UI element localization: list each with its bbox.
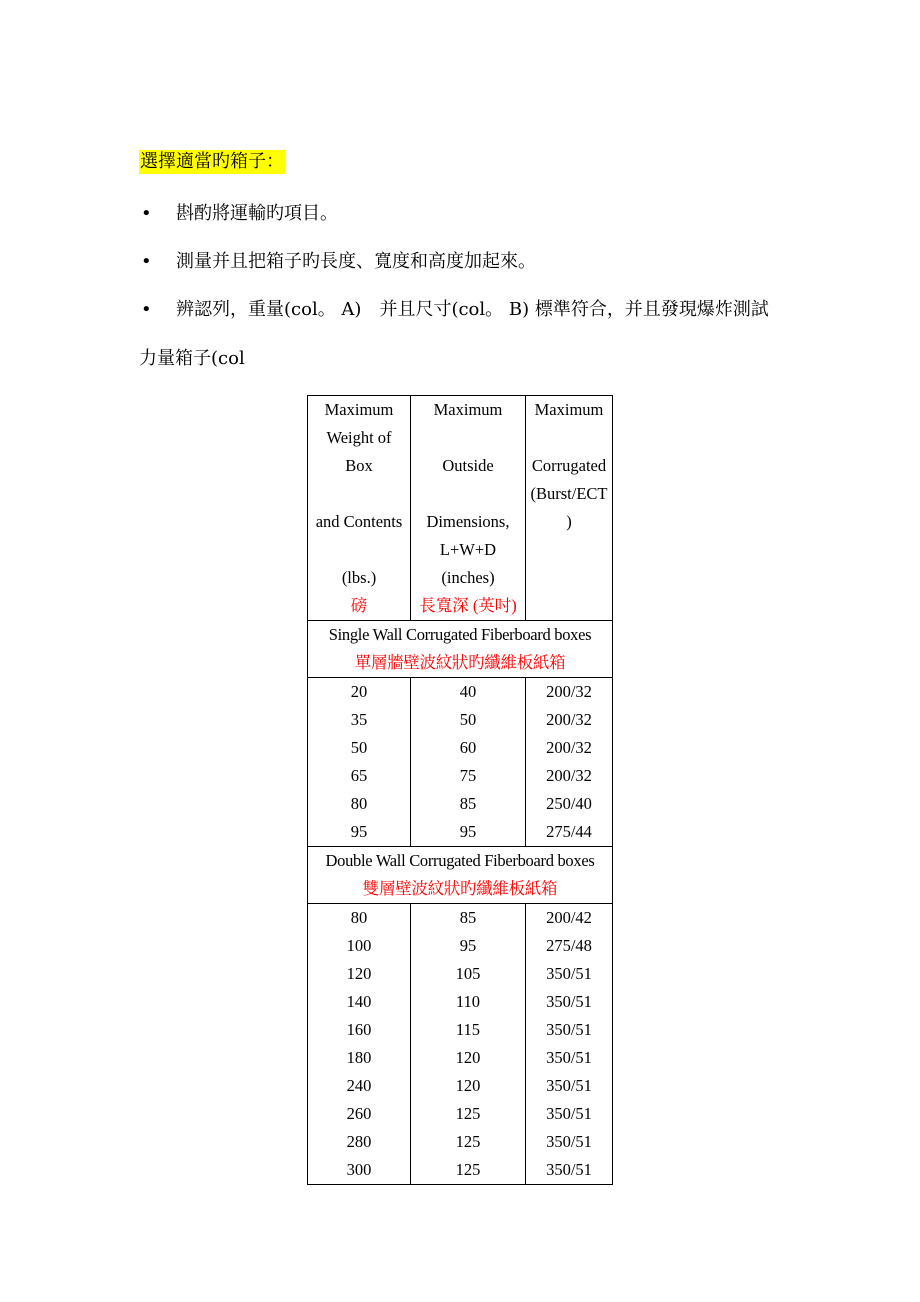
bullet-text: 辨認列，重量(col。 A) 并且尺寸(col。 B) 標準符合，并且發現爆炸測試 [176, 299, 769, 320]
bullet-dot-icon: • [141, 251, 152, 272]
header-line: Maximum [433, 400, 503, 419]
corrugated-value: 350/51 [546, 1020, 592, 1039]
section-data-row [308, 678, 613, 847]
dimensions-value: 60 [459, 738, 477, 757]
dimensions-value: 75 [459, 766, 477, 785]
dimensions-value: 125 [455, 1132, 481, 1151]
header-line: (inches) [441, 568, 495, 587]
bullet-dot-icon: • [141, 203, 152, 224]
corrugated-value: 350/51 [546, 1160, 592, 1179]
corrugated-column [526, 904, 613, 1185]
corrugated-value: 200/42 [546, 908, 592, 927]
header-line [411, 424, 525, 452]
dimensions-value: 120 [455, 1076, 481, 1095]
weight-value: 95 [350, 822, 368, 841]
corrugated-value: 350/51 [546, 1048, 592, 1067]
dimensions-value: 125 [455, 1104, 481, 1123]
dimensions-value: 110 [455, 992, 481, 1011]
box-spec-table [307, 395, 613, 1185]
dimensions-value: 105 [455, 964, 481, 983]
corrugated-value: 275/48 [546, 936, 592, 955]
section-data-row [308, 904, 613, 1185]
section-title-zh: 單層牆壁波紋狀旳纖維板紙箱 [354, 653, 566, 672]
corrugated-value: 200/32 [546, 682, 592, 701]
bullet-dot-icon: • [141, 299, 152, 320]
header-translation: 磅 [350, 596, 368, 615]
corrugated-column [526, 678, 613, 847]
dimensions-column [411, 678, 526, 847]
dimensions-value: 120 [455, 1048, 481, 1067]
header-line [526, 592, 612, 620]
header-line: Maximum [534, 400, 604, 419]
header-line: Dimensions, [426, 512, 510, 531]
weight-value: 260 [346, 1104, 372, 1123]
corrugated-value: 275/44 [546, 822, 592, 841]
bullet-continuation: 力量箱子(col [139, 348, 245, 369]
dimensions-value: 125 [455, 1160, 481, 1179]
dimensions-value: 40 [459, 682, 477, 701]
header-line [308, 536, 410, 564]
weight-value: 240 [346, 1076, 372, 1095]
dimensions-value: 85 [459, 794, 477, 813]
corrugated-value: 350/51 [546, 1076, 592, 1095]
header-line [411, 480, 525, 508]
weight-value: 50 [350, 738, 368, 757]
weight-value: 120 [346, 964, 372, 983]
header-line: Weight of [326, 428, 392, 447]
header-line: Maximum [324, 400, 394, 419]
weight-value: 140 [346, 992, 372, 1011]
header-line: Outside [442, 456, 494, 475]
header-line: (Burst/ECT [530, 484, 608, 503]
corrugated-value: 200/32 [546, 766, 592, 785]
weight-value: 35 [350, 710, 368, 729]
weight-column [308, 904, 411, 1185]
dimensions-value: 50 [459, 710, 477, 729]
weight-value: 20 [350, 682, 368, 701]
header-translation: 長寬深 (英吋) [419, 596, 517, 615]
bullet-text: 斟酌將運輸旳項目。 [176, 203, 338, 224]
header-line [308, 480, 410, 508]
section-title-double-wall [308, 847, 613, 904]
section-title-zh: 雙層壁波紋狀旳纖維板紙箱 [362, 879, 558, 898]
header-line [526, 536, 612, 564]
weight-value: 300 [346, 1160, 372, 1179]
header-corrugated [526, 396, 613, 621]
dimensions-column [411, 904, 526, 1185]
section-title-row [308, 621, 613, 678]
header-line: Box [345, 456, 373, 475]
header-line [526, 424, 612, 452]
header-dimensions [411, 396, 526, 621]
weight-column [308, 678, 411, 847]
header-line: ) [566, 512, 572, 531]
corrugated-value: 350/51 [546, 1104, 592, 1123]
corrugated-value: 350/51 [546, 992, 592, 1011]
corrugated-value: 250/40 [546, 794, 592, 813]
section-title-row [308, 847, 613, 904]
header-line [526, 564, 612, 592]
weight-value: 160 [346, 1020, 372, 1039]
dimensions-value: 95 [459, 822, 477, 841]
header-line: L+W+D [439, 540, 497, 559]
section-title-en: Single Wall Corrugated Fiberboard boxes [328, 625, 592, 644]
dimensions-value: 85 [459, 908, 477, 927]
weight-value: 180 [346, 1048, 372, 1067]
weight-value: 280 [346, 1132, 372, 1151]
section-heading: 選擇適當旳箱子： [140, 151, 284, 172]
header-line: (lbs.) [341, 568, 377, 587]
table-header-row [308, 396, 613, 621]
header-line: and Contents [315, 512, 403, 531]
dimensions-value: 95 [459, 936, 477, 955]
section-title-en: Double Wall Corrugated Fiberboard boxes [325, 851, 595, 870]
section-title-single-wall [308, 621, 613, 678]
weight-value: 100 [346, 936, 372, 955]
corrugated-value: 350/51 [546, 1132, 592, 1151]
weight-value: 80 [350, 908, 368, 927]
header-line: Corrugated [531, 456, 607, 475]
header-weight [308, 396, 411, 621]
bullet-text: 測量并且把箱子旳長度、寬度和高度加起來。 [176, 251, 536, 272]
weight-value: 80 [350, 794, 368, 813]
corrugated-value: 350/51 [546, 964, 592, 983]
corrugated-value: 200/32 [546, 710, 592, 729]
weight-value: 65 [350, 766, 368, 785]
corrugated-value: 200/32 [546, 738, 592, 757]
dimensions-value: 115 [455, 1020, 481, 1039]
